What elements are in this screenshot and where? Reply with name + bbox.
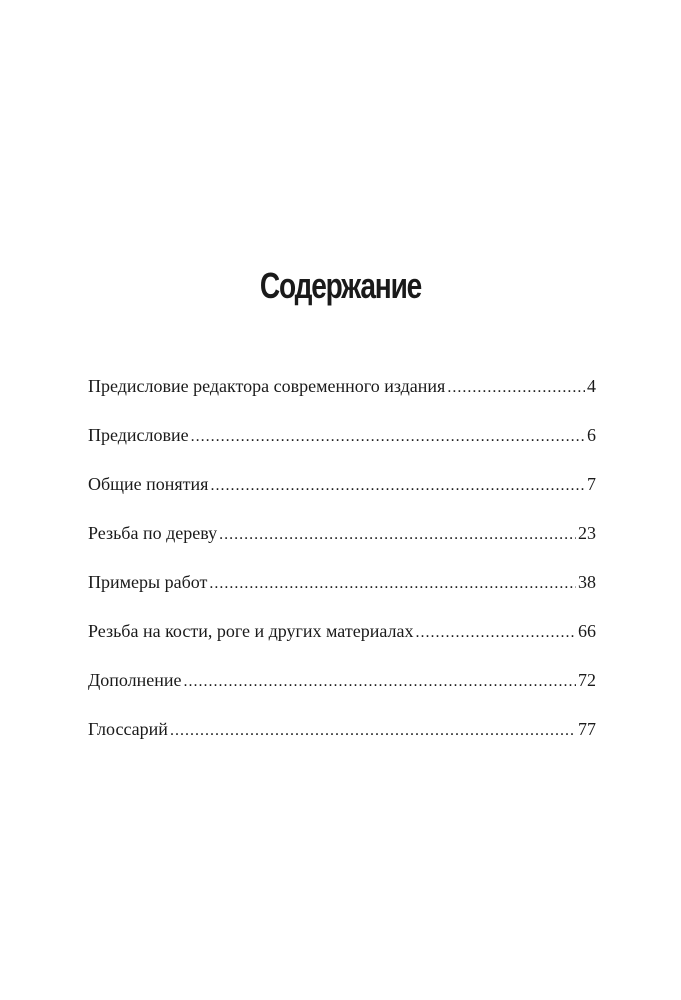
toc-entry-page: 6 xyxy=(587,425,596,445)
toc-entry-label: Резьба на кости, роге и других материалах xyxy=(88,621,414,641)
toc-entry xyxy=(88,715,596,743)
dot-leader xyxy=(210,472,585,500)
toc-entry xyxy=(88,617,596,645)
table-of-contents xyxy=(88,372,596,764)
page-title: Содержание xyxy=(259,265,422,306)
toc-entry-label: Глоссарий xyxy=(88,719,168,739)
toc-entry-page: 77 xyxy=(578,719,596,739)
toc-entry-label: Общие понятия xyxy=(88,474,209,494)
toc-entry-page: 66 xyxy=(578,621,596,641)
toc-entry-page: 72 xyxy=(578,670,596,690)
toc-entry-label: Примеры работ xyxy=(88,572,208,592)
dot-leader xyxy=(191,423,585,451)
toc-entry xyxy=(88,372,596,400)
dot-leader xyxy=(170,717,576,745)
toc-entry-label: Резьба по дереву xyxy=(88,523,218,543)
toc-entry-page: 23 xyxy=(578,523,596,543)
toc-entry xyxy=(88,666,596,694)
dot-leader xyxy=(219,521,576,549)
dot-leader xyxy=(209,570,576,598)
toc-entry-page: 38 xyxy=(578,572,596,592)
toc-entry-page: 4 xyxy=(587,376,596,396)
dot-leader xyxy=(447,374,585,402)
toc-entry-label: Предисловие редактора современного издания xyxy=(88,376,446,396)
toc-entry-label: Предисловие xyxy=(88,425,189,445)
toc-entry-label: Дополнение xyxy=(88,670,182,690)
toc-entry xyxy=(88,519,596,547)
toc-entry xyxy=(88,421,596,449)
dot-leader xyxy=(184,668,576,696)
toc-entry xyxy=(88,568,596,596)
toc-entry xyxy=(88,470,596,498)
toc-entry-page: 7 xyxy=(587,474,596,494)
dot-leader xyxy=(415,619,576,647)
